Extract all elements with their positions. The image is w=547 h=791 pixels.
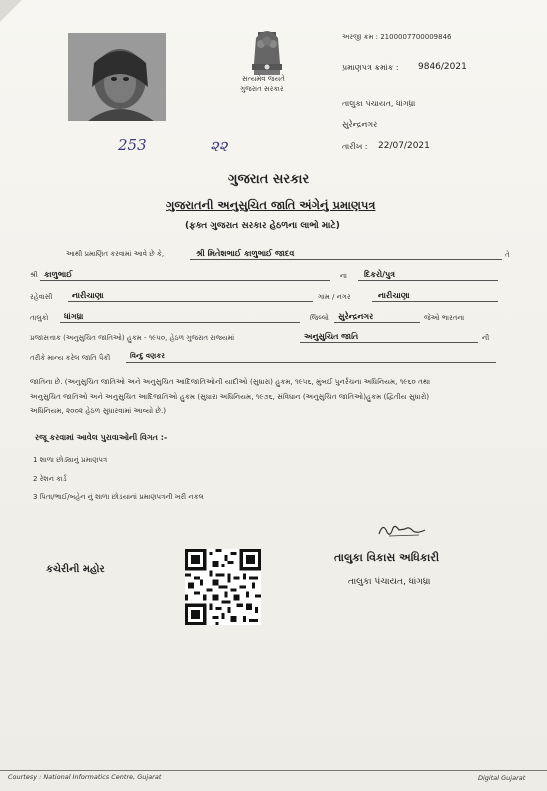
footer-brand: Digital Gujarat [478, 774, 526, 782]
officer-signature [375, 520, 429, 540]
resident-label: રહેવાસી [30, 293, 53, 301]
resident-field-line [68, 289, 313, 302]
taluka-field-line [60, 310, 300, 323]
handwritten-serial: ૨૨ [210, 137, 228, 155]
page-corner-fold [0, 0, 22, 22]
document-item: 3 પિતા/ભાઈ/બહેન નું શાળા છોડયાનાં પ્રમાણપત્રની ખરી નકલ [33, 493, 204, 501]
footer-divider [0, 770, 547, 771]
government-title: ગુજરાત સરકાર [228, 172, 310, 187]
legal-paragraph-line: અધિનિયમ, ૨૦૦૨ હેઠળ સુધારવામાં આવ્યો છે.) [30, 406, 167, 415]
qr-code-icon [185, 549, 261, 625]
certificate-number: 9846/2021 [418, 62, 467, 72]
certificate-number-label: પ્રમાણપત્ર ક્રમાંક : [342, 63, 399, 72]
taluka-label: તાલુકો [30, 314, 49, 322]
emblem-caption-government: ગુજરાત સરકાર [240, 85, 284, 93]
document-item: 2 રેશન કાર્ડ [33, 475, 67, 483]
signature-scribble-icon [375, 520, 429, 540]
legal-paragraph [30, 375, 520, 419]
resident-value: નારીચાણા [72, 291, 104, 300]
order-value: અનુસુચિત જાતિ [304, 332, 359, 341]
issuing-office: તાલુકા પંચાયત, ધાંગધ્રા [342, 99, 416, 108]
certificate-subtitle: (ફક્ત ગુજરાત સરકાર હેઠળના લાભો માટે) [185, 221, 340, 231]
verification-qr-code [185, 549, 261, 625]
officer-title: તાલુકા વિકાસ અધિકારી [334, 551, 440, 564]
legal-paragraph-line: જાતિના છે. (અનુસુચિત જાતિઓ અને અનુસુચિત આદિજાતિઓની યાદીઓ (સુધારા) હુકમ, ૧૯૫૬, મુંબઈ પુનર્રચના અધિનિયમ, ૧૯૬૦ તથા [30, 377, 431, 386]
district-label: જિલ્લો [310, 314, 329, 322]
district-value: સુરેન્દ્રનગર [338, 312, 374, 321]
order-label: પ્રજાસત્તાક (અનુસુચિત જાતિઓ) હુકમ - ૧૯૫૦, હેઠળ ગુજરાત રાજ્યમાં [30, 334, 235, 342]
village-label: ગામ / નગર [318, 293, 351, 301]
father-name: કાળુભાઈ [44, 270, 73, 279]
legal-paragraph-line: અનુસુચિત જાતિઓ અને અનુસુચિત આદિજાતિઓ હુકમ (સુધારા અધિનિયમ, ૧૯૭૬, સંવિધાન (અનુસુચિત જાતિઓ)હુકમ (દ્વિતીય સુધારો) [30, 391, 430, 401]
father-prefix: શ્રી [30, 271, 38, 279]
issue-date-label: તારીખ : [342, 142, 368, 151]
applicant-photo [68, 33, 166, 121]
footer-courtesy: Courtesy : National Informatics Centre, Gujarat [8, 773, 162, 781]
state-label: જેઓ ભારતના [424, 314, 465, 322]
officer-office: તાલુકા પંચાયત, ધાંગધ્રા [348, 577, 431, 587]
handwritten-register-number: 253 [118, 136, 147, 154]
taluka-value: ધાંગધ્રા [64, 312, 84, 321]
certify-label: આથી પ્રમાણિત કરવામાં આવે છે કે, [66, 250, 165, 258]
caste-field-line [126, 350, 496, 363]
father-field-line [40, 268, 330, 281]
caste-label: તરીકે માન્ય કરેલ જાતિ પૈકી [30, 354, 111, 362]
issue-date: 22/07/2021 [378, 141, 430, 151]
document-item: 1 શાળા છોડ્યાનું પ્રમાણપત્ર [33, 456, 108, 464]
son-label: ના [340, 272, 347, 280]
certify-suffix: તે [505, 251, 510, 259]
relation-value: દિકરો/પુત્ર [364, 270, 396, 279]
documents-heading: રજૂ કરવામાં આવેલ પુરાવાઓની વિગત :- [35, 433, 168, 442]
application-number: અરજી ક્રમ : 2100007700009846 [342, 33, 452, 41]
order-suffix: ની [482, 334, 490, 342]
issuing-district: સુરેન્દ્રનગર [342, 120, 378, 129]
village-value: નારીચાણા [378, 291, 410, 300]
caste-value: વિન્દુ વણકર [130, 352, 165, 360]
office-seal-label: કચેરીની મહોર [46, 564, 105, 575]
emblem-caption-motto: સત્યમેવ જયતે [242, 75, 285, 83]
certificate-title: ગુજરાતની અનુસુચિત જાતિ અંગેનું પ્રમાણપત્ર [166, 198, 376, 212]
certify-holder-name: શ્રી મિતેશભાઈ કાળુભાઈ જાદવ [196, 249, 295, 258]
applicant-photo-image [68, 33, 166, 121]
